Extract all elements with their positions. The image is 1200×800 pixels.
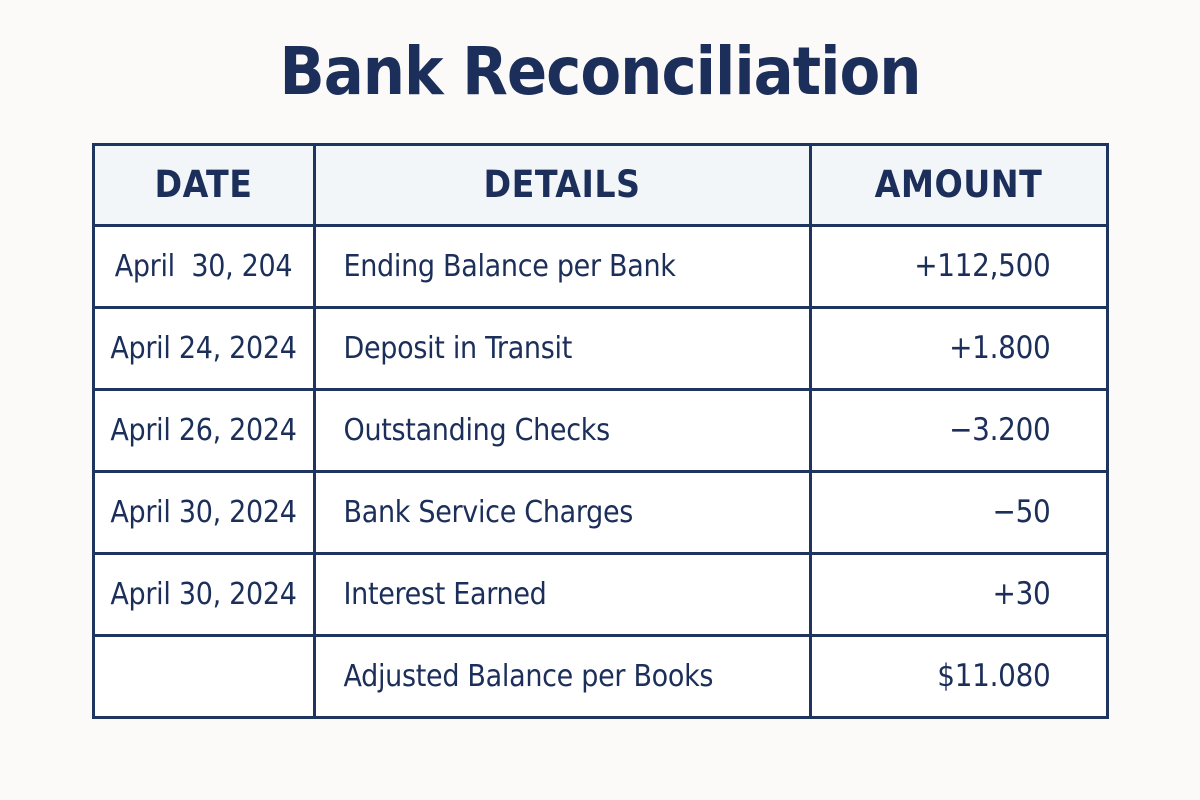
table-row xyxy=(93,225,1107,307)
table-row xyxy=(93,389,1107,471)
header-amount: AMOUNT xyxy=(810,144,1107,225)
table-row xyxy=(93,471,1107,553)
cell-date: April 26, 2024 xyxy=(93,389,314,471)
cell-details: Interest Earned xyxy=(314,553,810,635)
cell-amount: +112,500 xyxy=(810,225,1107,307)
table-row-total xyxy=(93,635,1107,717)
cell-date: April 24, 2024 xyxy=(93,307,314,389)
table-header xyxy=(93,144,1107,225)
table-body xyxy=(93,225,1107,717)
cell-date: April 30, 2024 xyxy=(93,553,314,635)
cell-amount: −50 xyxy=(810,471,1107,553)
cell-details: Ending Balance per Bank xyxy=(314,225,810,307)
table-row xyxy=(93,307,1107,389)
cell-date: April 30, 2024 xyxy=(93,471,314,553)
header-row xyxy=(93,144,1107,225)
header-details: DETAILS xyxy=(314,144,810,225)
page-title: Bank Reconciliation xyxy=(279,33,921,110)
reconciliation-table xyxy=(92,143,1109,719)
header-date: DATE xyxy=(93,144,314,225)
cell-amount: $11.080 xyxy=(810,635,1107,717)
table-row xyxy=(93,553,1107,635)
cell-amount: +1.800 xyxy=(810,307,1107,389)
cell-date: April 30, 204 xyxy=(93,225,314,307)
cell-details: Bank Service Charges xyxy=(314,471,810,553)
cell-details: Adjusted Balance per Books xyxy=(314,635,810,717)
cell-amount: +30 xyxy=(810,553,1107,635)
cell-amount: −3.200 xyxy=(810,389,1107,471)
cell-details: Outstanding Checks xyxy=(314,389,810,471)
cell-details: Deposit in Transit xyxy=(314,307,810,389)
cell-date-empty xyxy=(93,635,314,717)
